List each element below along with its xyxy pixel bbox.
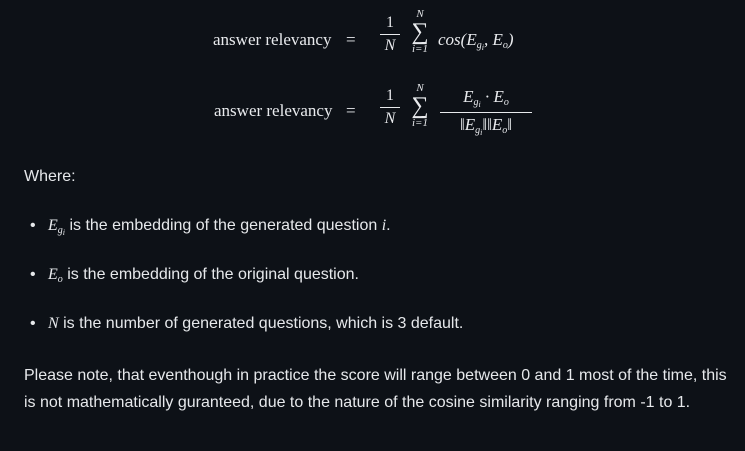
equation-1-frac-num: 1 xyxy=(386,14,394,31)
equation-1-fraction xyxy=(380,15,400,54)
symbol-subsub: i xyxy=(62,228,66,237)
equation-2-frac-num: 1 xyxy=(386,87,394,104)
equation-2-frac-bar xyxy=(380,107,400,108)
equation-1-body xyxy=(438,30,514,52)
equation-1-body-sub-g: g xyxy=(476,40,482,51)
list-item xyxy=(28,261,463,310)
equation-2-frac-den: N xyxy=(384,110,396,127)
symbol-e-gi xyxy=(48,217,66,237)
equation-2-den-start: ‖E xyxy=(459,115,476,134)
list-item xyxy=(28,212,463,261)
list-item-text: is the embedding of the original question. xyxy=(62,266,359,283)
symbol-base: E xyxy=(48,217,58,234)
bullet-icon: • xyxy=(30,315,36,332)
equation-1-body-suffix: ) xyxy=(507,30,514,49)
list-item xyxy=(28,310,463,359)
equation-2-den-end: ‖ xyxy=(507,115,513,134)
equation-1-frac-den: N xyxy=(384,37,396,54)
equation-2-den-sub-g: g xyxy=(475,125,481,136)
equation-2-cos-denominator xyxy=(440,116,532,137)
equation-2-num-sub-i: i xyxy=(478,100,481,109)
equation-1-sum-lower: i=1 xyxy=(412,43,428,55)
equation-2-cosine-fraction xyxy=(440,88,532,137)
equation-1-lhs: answer relevancy xyxy=(213,30,332,49)
equation-2-den-sub-o: o xyxy=(502,125,508,136)
equation-2-den-mid: ‖‖E xyxy=(482,115,503,134)
equation-1-body-prefix: cos(E xyxy=(438,30,477,49)
equation-2-equals: = xyxy=(346,101,356,120)
equation-2-num-dot: · E xyxy=(480,87,504,106)
bullet-icon: • xyxy=(30,266,36,283)
equation-2-sum xyxy=(407,83,433,129)
list-item-period: . xyxy=(386,217,391,234)
equation-2-num-sub-o: o xyxy=(503,97,509,108)
equation-2-cos-numerator xyxy=(440,88,532,109)
equation-2-sum-lower: i=1 xyxy=(412,117,428,129)
equation-1-sum-upper: N xyxy=(416,8,424,20)
equation-2-den-sub-i: i xyxy=(480,128,483,137)
equation-2-lhs: answer relevancy xyxy=(214,101,333,120)
note-paragraph: Please note, that eventhough in practice the score will range between 0 and 1 most of the time, this is not mathematically guranteed, due to the nature of the cosine similarity ranging from -1 to 1. xyxy=(24,367,727,411)
list-item-text: is the embedding of the generated question xyxy=(65,217,382,234)
list-item-text: is the number of generated questions, which is 3 default. xyxy=(58,315,464,332)
bullet-icon: • xyxy=(30,217,36,234)
equation-1-frac-bar xyxy=(380,34,400,35)
equation-2-fraction xyxy=(380,88,400,127)
equation-1-equals: = xyxy=(346,30,356,49)
symbol-sub: o xyxy=(57,274,63,285)
equation-1-body-sub-i: i xyxy=(481,43,484,52)
equation-2-num-sub-g: g xyxy=(473,97,479,108)
symbol-sub: g xyxy=(57,225,63,236)
equation-1-body-mid: , E xyxy=(483,30,503,49)
equation-2-sum-upper: N xyxy=(416,82,424,94)
symbol-e-o xyxy=(48,266,63,283)
symbol-i: i xyxy=(381,217,387,234)
equation-1-sum xyxy=(407,9,433,55)
equation-1-body-sub-o: o xyxy=(502,40,508,51)
where-label: Where: xyxy=(24,168,76,185)
equation-2-cos-bar xyxy=(440,112,532,113)
definition-list xyxy=(28,212,463,359)
equation-2-num-e: E xyxy=(463,87,474,106)
sigma-icon: ∑ xyxy=(411,93,429,119)
symbol-base: E xyxy=(48,266,58,283)
symbol-n: N xyxy=(48,315,59,332)
sigma-icon: ∑ xyxy=(411,19,429,45)
